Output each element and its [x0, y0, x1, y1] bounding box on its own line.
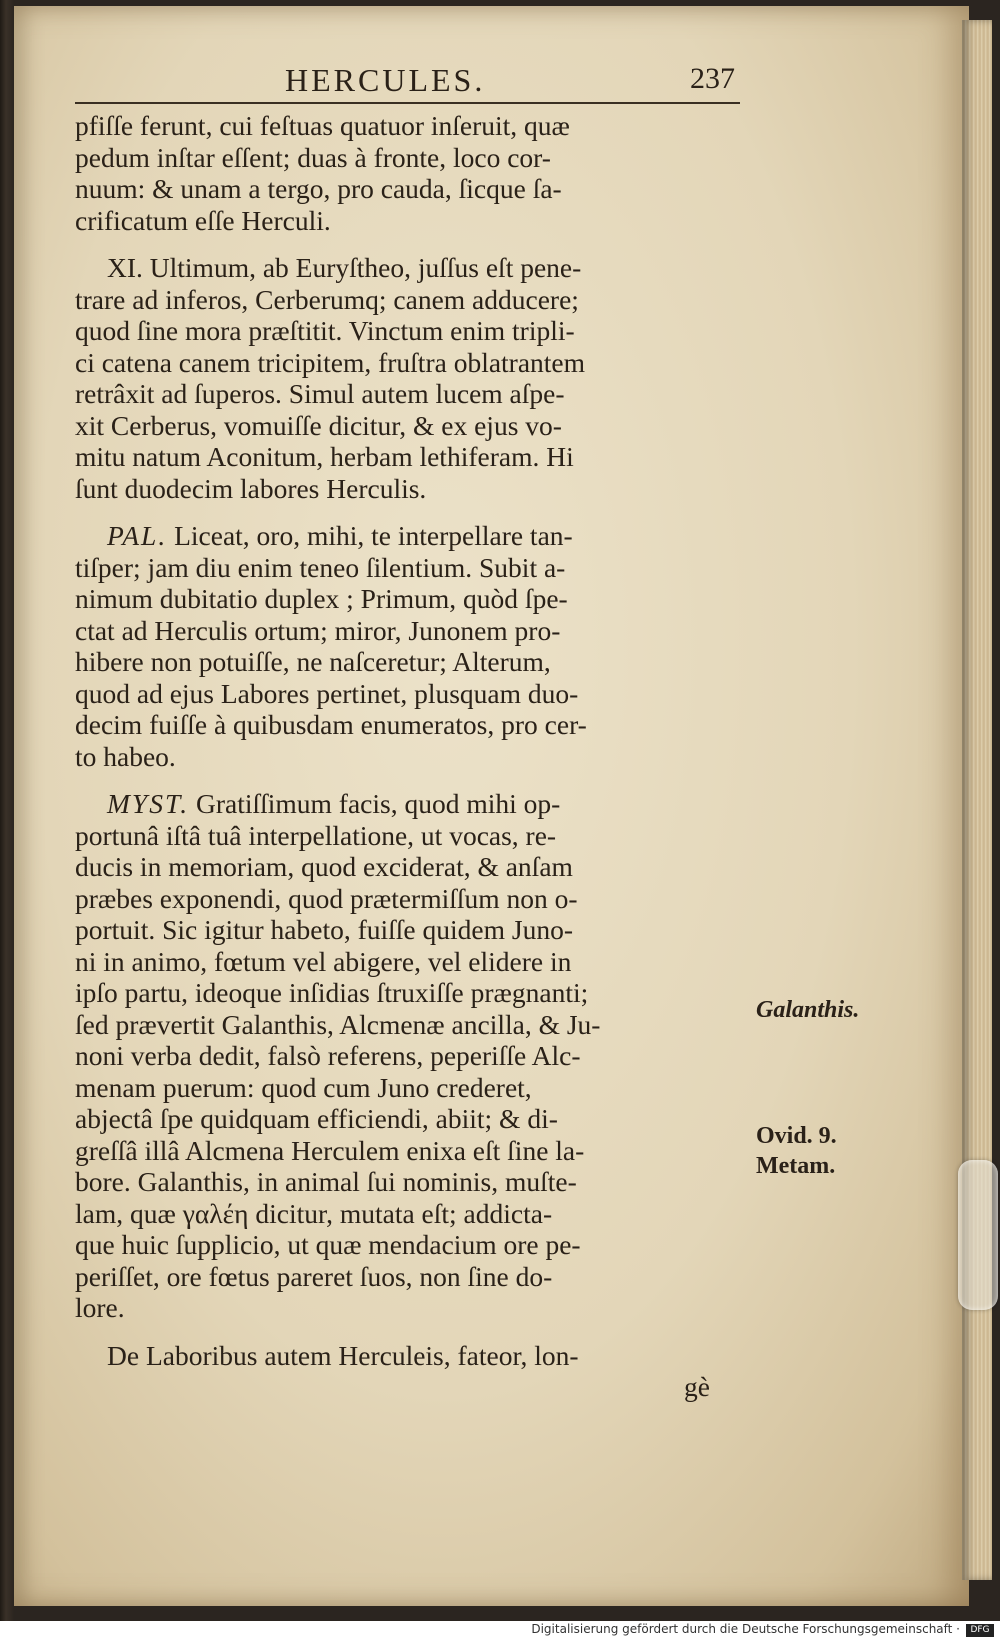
body-text	[75, 110, 740, 1419]
text-line: pfiſſe ferunt, cui feſtuas quatuor inſeruit, quæ	[75, 110, 570, 141]
text-line: ci catena canem tricipitem, fruſtra oblatrantem	[75, 346, 586, 378]
text-line: crificatum eſſe Herculi.	[75, 204, 331, 236]
paragraph-3	[75, 520, 740, 772]
text-line: ctat ad Herculis ortum; miror, Junonem pro-	[75, 614, 561, 646]
text-line: nimum dubitatio duplex ; Primum, quòd ſpe-	[75, 583, 568, 614]
text-line: greſſâ illâ Alcmena Herculem enixa eſt ſine la-	[75, 1134, 585, 1166]
text-line	[75, 788, 740, 820]
digitization-footer	[0, 1621, 1000, 1641]
page-edge	[962, 20, 992, 1580]
speaker-label: PAL.	[107, 520, 168, 551]
text-line: to habeo.	[75, 740, 176, 772]
text-line: XI. Ultimum, ab Euryſtheo, juſſus eſt pene-	[107, 252, 582, 283]
text-line: noni verba dedit, falsò referens, peperiſſe Alc-	[75, 1040, 581, 1071]
page-header	[175, 62, 735, 106]
text-line: pedum inſtar eſſent; duas à fronte, loco cor-	[75, 141, 551, 173]
text-line: mitu natum Aconitum, herbam lethiferam. Hi	[75, 441, 574, 472]
paragraph-1	[75, 110, 740, 236]
text-line: ſed prævertit Galanthis, Alcmenæ ancilla, & Ju-	[75, 1008, 601, 1040]
paragraph-4	[75, 788, 740, 1324]
text-line: quod ſine mora præſtitit. Vinctum enim tripli-	[75, 315, 575, 346]
text-line: præbes exponendi, quod prætermiſſum non o-	[75, 882, 578, 914]
text-line: ni in animo, fœtum vel abigere, vel elidere in	[75, 945, 572, 977]
running-title: HERCULES.	[285, 62, 486, 98]
header-rule	[75, 102, 740, 104]
paragraph-2	[75, 252, 740, 504]
text-line: abjectâ ſpe quidquam efficiendi, abiit; & di-	[75, 1103, 558, 1134]
text-line: decim fuiſſe à quibusdam enumeratos, pro cer-	[75, 709, 587, 740]
text-line: ſunt duodecim labores Herculis.	[75, 472, 427, 504]
text-line: nuum: & unam a tergo, pro cauda, ſicque ſa-	[75, 173, 562, 204]
marginal-note-galanthis: Galanthis.	[756, 997, 860, 1023]
text-line: De Laboribus autem Herculeis, fateor, lon-	[107, 1339, 579, 1371]
text-line: trare ad inferos, Cerberumq; canem adducere;	[75, 283, 579, 315]
text-line: hibere non potuiſſe, ne naſceretur; Alterum,	[75, 646, 551, 677]
text-span: Gratiſſimum facis, quod mihi op-	[195, 788, 561, 819]
page-number: 237	[690, 62, 735, 95]
footer-credit: Digitalisierung gefördert durch die Deutsche Forschungsgemeinschaft ·	[531, 1622, 960, 1636]
text-line: tiſper; jam diu enim teneo ſilentium. Subit a-	[75, 551, 566, 583]
text-line: portuit. Sic igitur habeto, fuiſſe quidem Juno-	[75, 914, 573, 945]
marginal-note-metam: Metam.	[756, 1153, 836, 1179]
catchword: gè	[684, 1371, 710, 1402]
text-line: bore. Galanthis, in animal ſui nominis, muſte-	[75, 1166, 577, 1197]
dfg-logo: DFG	[966, 1624, 994, 1637]
text-line: quod ad ejus Labores pertinet, plusquam duo-	[75, 677, 579, 709]
speaker-label: MYST.	[107, 788, 190, 819]
page-tab	[958, 1160, 998, 1310]
paragraph-5	[75, 1340, 740, 1403]
text-line	[75, 520, 740, 552]
text-line: portunâ iſtâ tuâ interpellatione, ut vocas, re-	[75, 819, 557, 851]
text-span: Liceat, oro, mihi, te interpellare tan-	[174, 520, 573, 551]
text-line: lam, quæ γαλέη dicitur, mutata eſt; addictа-	[75, 1197, 553, 1229]
text-line: periſſet, ore fœtus pareret ſuos, non ſine do-	[75, 1260, 553, 1292]
text-line: que huic ſupplicio, ut quæ mendacium ore pe-	[75, 1229, 581, 1260]
text-line: ducis in memoriam, quod exciderat, & anſam	[75, 851, 573, 882]
text-line: menam puerum: quod cum Juno crederet,	[75, 1071, 532, 1103]
text-line: xit Cerberus, vomuiſſe dicitur, & ex ejus vo-	[75, 409, 562, 441]
marginal-note-ovid: Ovid. 9.	[756, 1123, 837, 1149]
text-line: lore.	[75, 1292, 125, 1323]
text-line: ipſo partu, ideoque inſidias ſtruxiſſe prægnanti;	[75, 977, 589, 1008]
text-line: retrâxit ad ſuperos. Simul autem lucem aſpe-	[75, 378, 565, 409]
